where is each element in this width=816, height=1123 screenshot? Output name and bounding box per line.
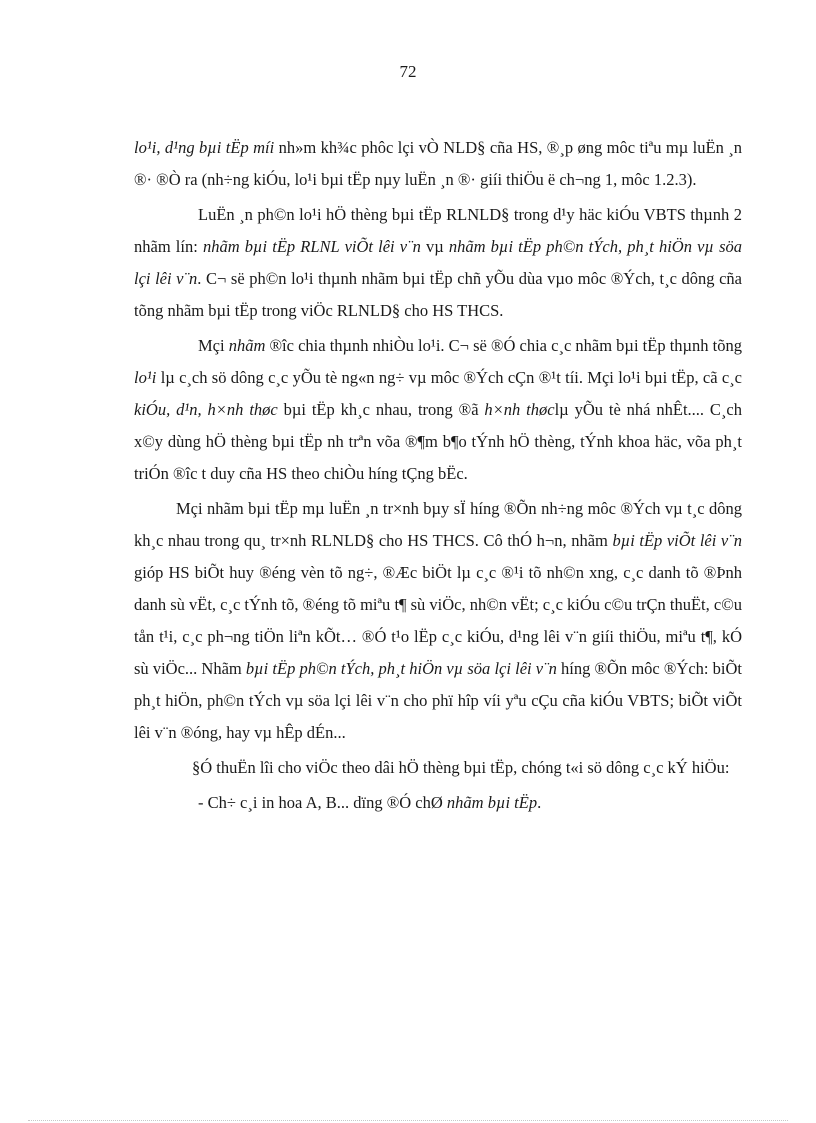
body-text: bµi tËp kh¸c nhau, trong ®ã [277,400,485,419]
italic-text: nhãm bµi tËp [446,793,538,812]
body-text: LuËn ¸n ph©n lo¹i hÖ thèng bµi tËp RLNLD§ trong d¹y häc kiÓu VBTS thµnh 2 nhãm lín: [134,205,742,256]
italic-text: bµi tËp viÕt lêi v¨n [612,531,742,550]
body-text: híng ®Õn môc ®Ých: biÕt ph¸t hiÖn, ph©n tÝch vµ söa lçi lêi v¨n cho phï hîp víi yªu cÇu cña kiÓu VBTS; biÕt viÕt lêi v¨n ®óng, hay vµ hÊp dÉn... [134,659,742,742]
italic-text: bµi tËp ph©n tÝch, ph¸t hiÖn vµ söa lçi lêi v¨n [245,659,557,678]
italic-text: h×nh thøc [484,400,555,419]
body-text: gióp HS biÕt huy ®éng vèn tõ ng÷, ®Æc biÖt lµ c¸c ®¹i tõ nh©n xng, c¸c danh tõ ®Þnh danh sù vËt, c¸c tÝnh tõ, ®éng tõ miªu t¶ sù viÖc, nh©n vËt; c¸c kiÓu c©u trÇn thuËt, c©u tån t¹i, c¸c ph¬ng tiÖn liªn kÕt… ®Ó t¹o lËp c¸c kiÓu, d¹ng lêi v¨n giíi thiÖu, miªu t¶, kÓ sù viÖc... Nhãm [134,563,742,678]
body-text: vµ [420,237,449,256]
body-text: nh»m kh¾c phôc lçi vÒ NLD§ cña HS, ®¸p øng môc tiªu mµ luËn ¸n ®· ®Ò ra (nh÷ng kiÓu, lo¹i bµi tËp nµy luËn ¸n ®· giíi thiÖu ë ch¬ng 1, môc 1.2.3). [134,138,742,189]
paragraph-5 [134,752,742,784]
body-text: Mçi nhãm bµi tËp mµ luËn ¸n tr×nh bµy sÏ híng ®Õn nh÷ng môc ®Ých vµ t¸c dông kh¸c nhau trong qu¸ tr×nh RLNLD§ cho HS THCS. Cô thÓ h¬n, nhãm [134,499,742,550]
page-number: 72 [399,62,417,81]
italic-text: lo¹i [134,368,157,387]
italic-text: kiÓu, d¹n, h×nh thøc [134,400,278,419]
footer-divider [28,1120,788,1121]
paragraph-1 [134,132,742,196]
body-text: . [537,793,542,812]
italic-text: lo¹i, d¹ng bµi tËp míi [134,138,275,157]
italic-text: nhãm [228,336,266,355]
paragraph-6 [134,787,742,819]
document-body [134,132,742,822]
paragraph-4 [134,493,742,749]
paragraph-3 [134,330,742,490]
body-text: lµ c¸ch sö dông c¸c yÕu tè ng«n ng÷ vµ môc ®Ých cÇn ®¹t tíi. Mçi lo¹i bµi tËp, cã c¸c [156,368,742,387]
body-text: ®îc chia thµnh nhiÒu lo¹i. C¬ së ®Ó chia c¸c nhãm bµi tËp thµnh tõng [265,336,742,355]
body-text: lµ yÕu tè nhá nhÊt.... C¸ch x©y dùng hÖ thèng bµi tËp nh trªn võa ®¶m b¶o tÝnh hÖ thèng, tÝnh khoa häc, võa ph¸t triÓn ®îc t duy cña HS theo chiÒu híng tÇng bËc. [134,400,743,483]
body-text: Mçi [198,336,229,355]
body-text: - Ch÷ c¸i in hoa A, B... dïng ®Ó chØ [198,793,447,812]
body-text: §Ó thuËn lîi cho viÖc theo dâi hÖ thèng bµi tËp, chóng t«i sö dông c¸c kÝ hiÖu: [192,758,730,777]
italic-text: nhãm bµi tËp RLNL viÕt lêi v¨n [202,237,421,256]
paragraph-2 [134,199,742,327]
italic-text: nhãm bµi tËp ph©n tÝch, ph¸t hiÖn vµ söa lçi lêi v¨n [134,237,742,288]
body-text: . C¬ së ph©n lo¹i thµnh nhãm bµi tËp chñ yÕu dùa vµo môc ®Ých, t¸c dông cña tõng nhãm bµi tËp trong viÖc RLNLD§ cho HS THCS. [134,269,742,320]
